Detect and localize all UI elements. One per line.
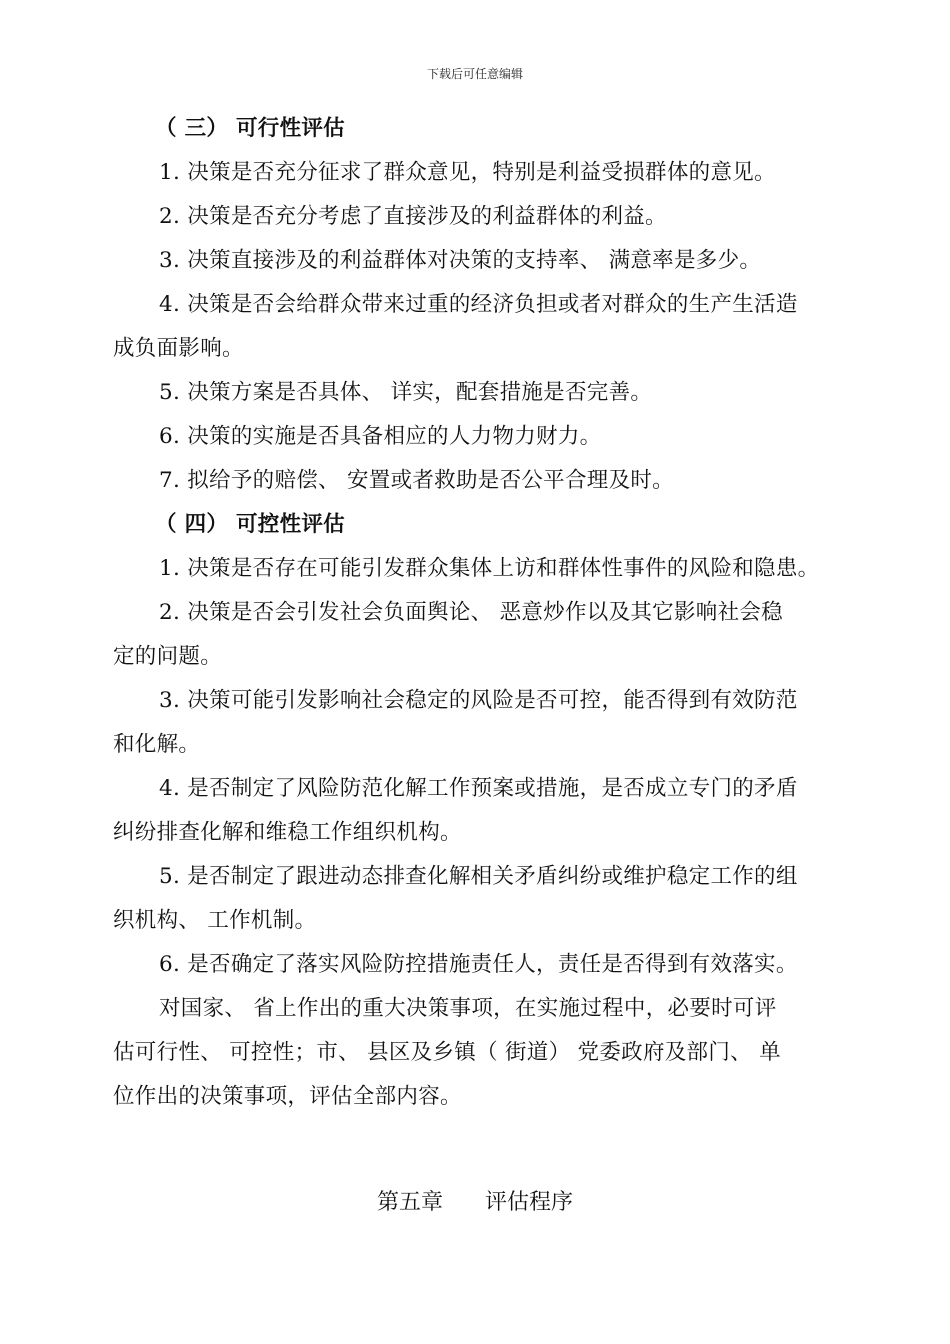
paragraph-line: 5. 是否制定了跟进动态排查化解相关矛盾纠纷或维护稳定工作的组 xyxy=(159,864,798,889)
paragraph-line: 3. 决策直接涉及的利益群体对决策的支持率、 满意率是多少。 xyxy=(159,248,762,273)
paragraph-line: 6. 决策的实施是否具备相应的人力物力财力。 xyxy=(159,424,602,449)
paragraph-continuation: 位作出的决策事项，评估全部内容。 xyxy=(113,1084,462,1109)
section-heading-controllability: （ 四） 可控性评估 xyxy=(155,512,345,537)
paragraph-line: 对国家、 省上作出的重大决策事项，在实施过程中，必要时可评 xyxy=(159,996,777,1021)
chapter-title: 第五章 评估程序 xyxy=(377,1190,573,1215)
paragraph-continuation: 纠纷排查化解和维稳工作组织机构。 xyxy=(113,820,462,845)
document-body xyxy=(113,107,843,1225)
paragraph-continuation: 估可行性、 可控性；市、 县区及乡镇（ 街道） 党委政府及部门、 单 xyxy=(113,1040,781,1065)
paragraph-line: 5. 决策方案是否具体、 详实，配套措施是否完善。 xyxy=(159,380,653,405)
paragraph-line: 4. 是否制定了风险防范化解工作预案或措施，是否成立专门的矛盾 xyxy=(159,776,798,801)
paragraph-line: 7. 拟给予的赔偿、 安置或者救助是否公平合理及时。 xyxy=(159,468,674,493)
paragraph-line: 6. 是否确定了落实风险防控措施责任人，责任是否得到有效落实。 xyxy=(159,952,798,977)
page-header: 下载后可任意编辑 xyxy=(426,67,523,81)
paragraph-line: 1. 决策是否存在可能引发群众集体上访和群体性事件的风险和隐患。 xyxy=(159,556,820,581)
paragraph-line: 2. 决策是否充分考虑了直接涉及的利益群体的利益。 xyxy=(159,204,667,229)
paragraph-line: 2. 决策是否会引发社会负面舆论、 恶意炒作以及其它影响社会稳 xyxy=(159,600,783,625)
paragraph-line: 1. 决策是否充分征求了群众意见，特别是利益受损群体的意见。 xyxy=(159,160,776,185)
paragraph-continuation: 织机构、 工作机制。 xyxy=(113,908,317,933)
paragraph-line: 3. 决策可能引发影响社会稳定的风险是否可控，能否得到有效防范 xyxy=(159,688,798,713)
paragraph-line: 4. 决策是否会给群众带来过重的经济负担或者对群众的生产生活造 xyxy=(159,292,798,317)
paragraph-continuation: 和化解。 xyxy=(113,732,201,757)
paragraph-continuation: 定的问题。 xyxy=(113,644,223,669)
paragraph-continuation: 成负面影响。 xyxy=(113,336,244,361)
section-heading-feasibility: （ 三） 可行性评估 xyxy=(155,116,345,141)
section-spacer xyxy=(113,1119,843,1181)
